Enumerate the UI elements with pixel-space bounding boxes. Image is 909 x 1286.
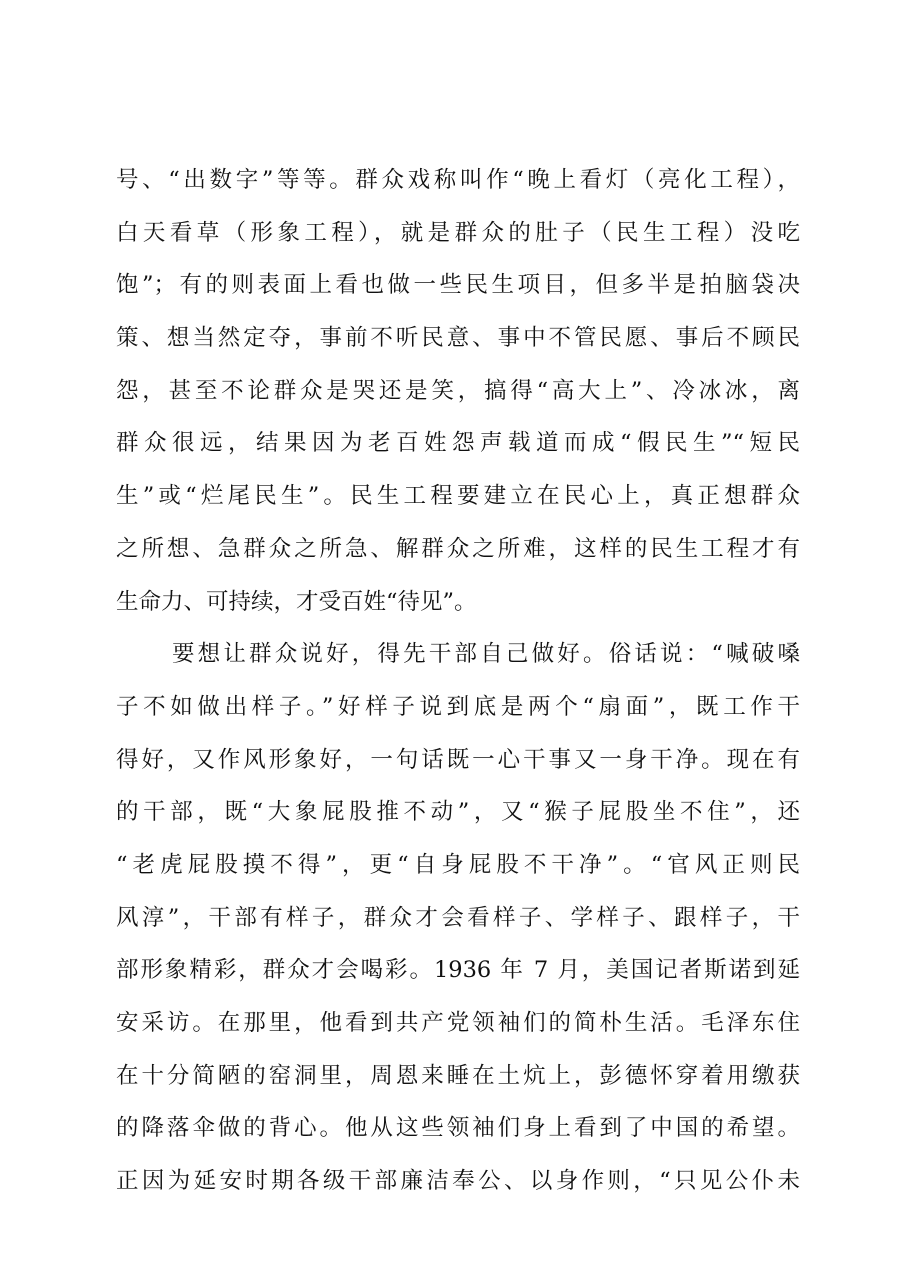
text-line: 怨，甚至不论群众是哭还是笑，搞得“高大上”、冷冰冰，离	[116, 377, 800, 404]
text-line: 之所想、急群众之所急、解群众之所难，这样的民生工程才有	[116, 535, 800, 562]
body-text	[116, 154, 800, 1208]
text-line: 安采访。在那里，他看到共产党领袖们的简朴生活。毛泽东住	[116, 1010, 800, 1036]
text-line: 得好，又作风形象好，一句话既一心干事又一身干净。现在有	[116, 746, 800, 773]
text-line: 饱”；有的则表面上看也做一些民生项目，但多半是拍脑袋决	[116, 272, 800, 299]
text-line: “老虎屁股摸不得”，更“自身屁股不干净”。“官风正则民	[116, 851, 800, 878]
text-line: 的降落伞做的背心。他从这些领袖们身上看到了中国的希望。	[116, 1115, 800, 1142]
text-line: 的干部，既“大象屁股推不动”，又“猴子屁股坐不住”，还	[116, 799, 800, 826]
text-line: 部形象精彩，群众才会喝彩。1936 年 7 月，美国记者斯诺到延	[116, 957, 800, 984]
paragraph-1	[116, 154, 800, 628]
text-line: 策、想当然定夺，事前不听民意、事中不管民愿、事后不顾民	[116, 325, 800, 352]
text-line: 子不如做出样子。”好样子说到底是两个“扇面”，既工作干	[116, 693, 800, 720]
text-line: 风淳”，干部有样子，群众才会看样子、学样子、跟样子，干	[116, 904, 800, 931]
text-line: 在十分简陋的窑洞里，周恩来睡在土炕上，彭德怀穿着用缴获	[116, 1062, 800, 1089]
text-line: 号、“出数字”等等。群众戏称叫作“晚上看灯（亮化工程），	[116, 167, 800, 193]
text-line: 生”或“烂尾民生”。民生工程要建立在民心上，真正想群众	[116, 483, 800, 510]
paragraph-2	[116, 628, 800, 1208]
text-line: 生命力、可持续，才受百姓“待见”。	[116, 588, 477, 615]
text-line: 正因为延安时期各级干部廉洁奉公、以身作则，“只见公仆未	[116, 1168, 800, 1195]
text-line: 白天看草（形象工程），就是群众的肚子（民生工程）没吃	[116, 219, 800, 246]
text-line: 群众很远，结果因为老百姓怨声载道而成“假民生”“短民	[116, 430, 800, 457]
text-line: 要想让群众说好，得先干部自己做好。俗话说：“喊破嗓	[172, 641, 800, 668]
